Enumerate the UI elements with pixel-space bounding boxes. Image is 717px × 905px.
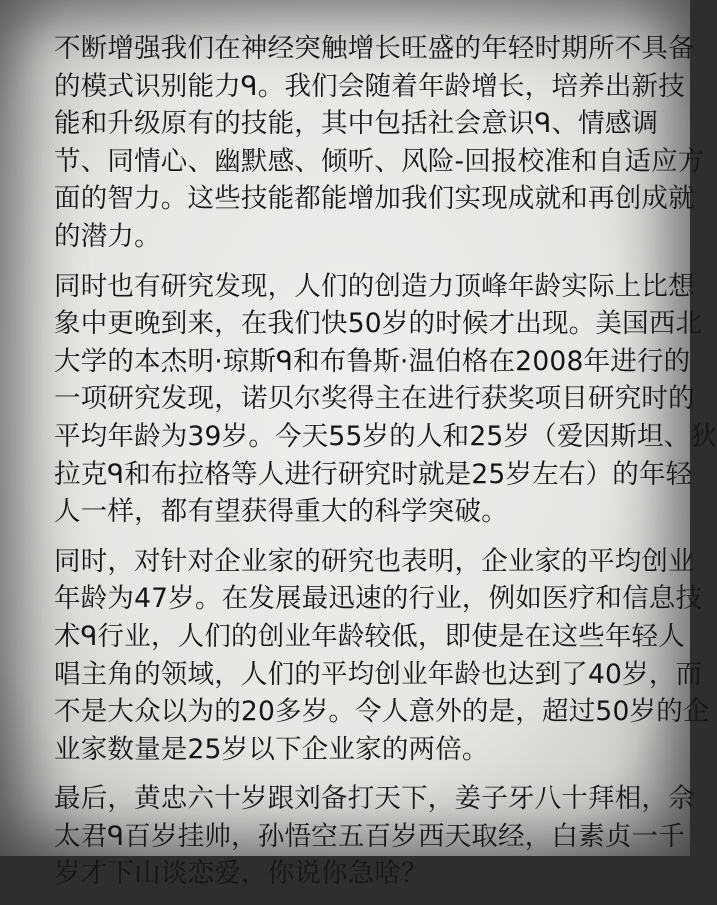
text-line: 岁才下山谈恋爱，你说你急啥？ — [54, 858, 428, 890]
text-line: 能和升级原有的技能，其中包括社会意识ᑫ、情感调 — [54, 108, 659, 140]
paragraph-2 — [54, 268, 717, 531]
text-line: 节、同情心、幽默感、倾听、风险-回报校准和自适应方 — [54, 145, 705, 177]
text-line: 不是大众以为的20多岁。令人意外的是，超过50岁的企 — [54, 696, 710, 728]
text-line: 年龄为47岁。在发展最迅速的行业，例如医疗和信息技 — [54, 583, 703, 615]
text-line: 的模式识别能力ᑫ。我们会随着年龄增长，培养出新技 — [54, 70, 685, 102]
text-line: 最后，黄忠六十岁跟刘备打天下，姜子牙八十拜相，佘 — [54, 783, 695, 815]
text-line: 一项研究发现，诺贝尔奖得主在进行获奖项目研究时的 — [54, 383, 695, 415]
text-line: 平均年龄为39岁。今天55岁的人和25岁（爱因斯坦、狄 — [54, 420, 717, 452]
text-line: 同时也有研究发现，人们的创造力顶峰年龄实际上比想 — [54, 270, 695, 302]
text-line: 唱主角的领域，人们的平均创业年龄也达到了40岁，而 — [54, 658, 703, 690]
text-line: 面的智力。这些技能都能增加我们实现成就和再创成就 — [54, 183, 695, 215]
text-block — [54, 30, 717, 905]
text-line: 人一样，都有望获得重大的科学突破。 — [54, 496, 508, 528]
text-line: 术ᑫ行业，人们的创业年龄较低，即使是在这些年轻人 — [54, 620, 685, 652]
paragraph-1 — [54, 30, 705, 256]
text-line: 大学的本杰明·琼斯ᑫ和布鲁斯·温伯格在2008年进行的 — [54, 345, 691, 377]
text-line: 拉克ᑫ和布拉格等人进行研究时就是25岁左右）的年轻 — [54, 458, 693, 490]
paragraph-4 — [54, 780, 695, 893]
text-line: 太君ᑫ百岁挂帅，孙悟空五百岁西天取经，白素贞一千 — [54, 820, 685, 852]
text-line: 不断增强我们在神经突触增长旺盛的年轻时期所不具备 — [54, 33, 695, 64]
text-line: 象中更晚到来，在我们快50岁的时候才出现。美国西北 — [54, 308, 703, 340]
text-line: 业家数量是25岁以下企业家的两倍。 — [54, 733, 489, 765]
text-line: 的潜力。 — [54, 220, 161, 252]
text-line: 同时，对针对企业家的研究也表明，企业家的平均创业 — [54, 545, 695, 577]
paragraph-3 — [54, 543, 710, 769]
